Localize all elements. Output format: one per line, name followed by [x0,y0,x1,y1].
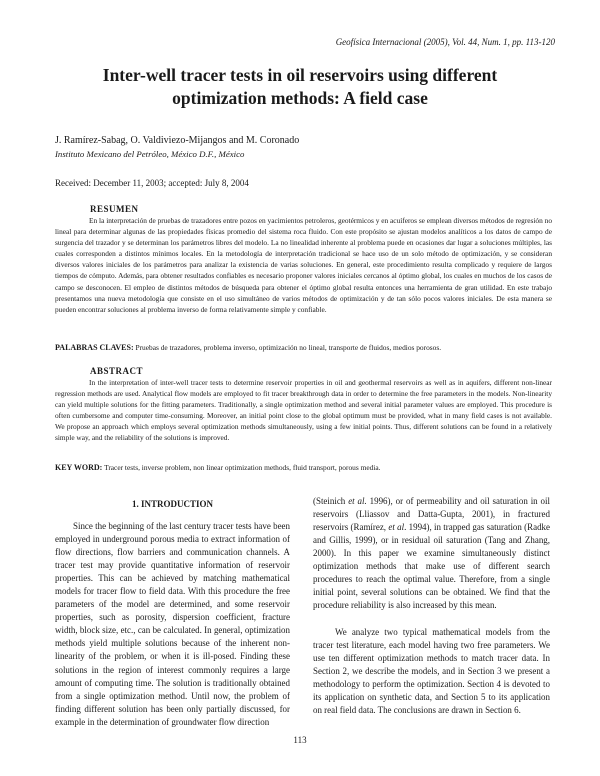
key-word-label: KEY WORD: [55,463,103,472]
intro-right-paragraph-2: We analyze two typical mathematical models from the tracer test literature, each model having two free parameters. We use ten different optimization methods to match tracer data. In Section 2, we describe the models, and in Section 3 we present a methodology to perform the optimization. Section 4 is devoted to its application on synthetic data, and Section 5 to its application on real field data. The conclusions are drawn in Section 6. [313,627,550,716]
palabras-claves [55,343,552,352]
resumen-text: En la interpretación de pruebas de trazadores entre pozos en yacimientos petroleros, geotérmicos y en acuíferos se emplean diversos métodos de regresión no lineal para determinar algunas de las propiedades físicas promedio del sistema roca fluido. Con este propósito se ajustan modelos analíticos a los datos de campo de surgencia del trazador y se determinan los parámetros libres del modelo. La no linealidad inherente al problema puede en ocasiones dar lugar a soluciones múltiples, las cuales corresponden a distintos mínimos locales. En la metodología de interpretación tradicional se hace uso de un solo método de optimización, y se consideran diversos valores iniciales de los parámetros para analizar la existencia de varias soluciones. En general, este procedimiento resulta complicado y requiere de largos tiempos de cómputo. Además, para obtener resultados confiables es necesario proponer valores iniciales cercanos al óptimo global, los cuales en muchos de los casos de campo se desconocen. El empleo de distintos métodos de búsqueda para obtener el óptimo global resulta entonces una herramienta de gran utilidad. En este trabajo presentamos una nueva metodología que consiste en el uso simultáneo de varios métodos de optimización y de tan sólo pocos valores iniciales. De esta manera se pueden encontrar soluciones al problema inverso de forma relativamente simple y confiable. [55,216,552,314]
introduction-heading: 1. INTRODUCTION [131,499,213,509]
journal-citation: Geofísica Internacional (2005), Vol. 44, Num. 1, pp. 113-120 [335,37,555,47]
intro-right-etal-2: et al [388,522,405,533]
title-line-2: optimization methods: A field case [172,88,428,108]
intro-right-etal: et al. [348,496,367,506]
title-line-1: Inter-well tracer tests in oil reservoirs using different [102,65,498,85]
palabras-claves-label: PALABRAS CLAVES: [55,343,134,352]
affiliation: Instituto Mexicano del Petróleo, México D.F., México [55,149,245,159]
key-word-text: Tracer tests, inverse problem, non linear optimization methods, fluid transport, porous media. [104,463,381,472]
page-number: 113 [293,735,307,745]
intro-left-paragraph: Since the beginning of the last century tracer tests have been employed in underground porous media to extract information of flow directions, flow barriers and communication channels. A tracer test may provide quantitative information of reservoir properties. This can be achieved by matching mathematical models for tracer flow to field data. With this procedure the free parameters of the model are determined, and some reservoir properties, such as porosity, dispersion coefficient, fracture width, block size, etc., can be calculated. In general, optimization methods yield multiple solutions because of the inherent non-linearity of the problem, or when it is ill-posed. Finding these solutions in the region of interest commonly requires a large amount of computing time. The solution is traditionally obtained from a single optimization method. Until now, the problem of finding different solution has been only partially discussed, for example in the determination of groundwater flow direction [55,521,290,727]
abstract-text: In the interpretation of inter-well tracer tests to determine reservoir properties in oil and geothermal reservoirs as well as in aquifers, different non-linear regression methods are used. Analytical flow models are employed to fit tracer breakthrough data in order to determine the free parameters in the models. Non-linearity can yield multiple solutions for the fitting parameters. Traditionally, a single optimization method and several initial parameter values are employed. This procedure is often cumbersome and computer time-consuming. Moreover, an initial point close to the global optimum must be provided, what in many field cases is not available. We propose an approach which employs several optimization methods simultaneously, using a few initial points. Thus, different solutions can be found in a relatively simple way, and the reliability of the solutions is improved. [55,378,552,443]
paper-title [60,64,540,110]
resumen-heading: RESUMEN [90,204,139,214]
intro-right-text-c: . 1994), in trapped gas saturation (Radke and Gillis, 1999), or in residual oil saturation (Tang and Zhang, 2000). In this paper we examine simultaneously distinct optimization methods that make use of different search procedures to reach the optimal value. Therefore, from a single initial point, several solutions can be obtained. We find that the procedure reliability is also increased by this mean. [313,522,550,611]
intro-right-text-a: (Steinich [313,496,349,506]
received-date: Received: December 11, 2003; accepted: July 8, 2004 [55,178,249,188]
author-list: J. Ramírez-Sabag, O. Valdiviezo-Mijangos and M. Coronado [55,135,300,146]
intro-right-text-b: 1996), or of permeability and oil saturation in oil reservoirs (Lliassov and Datta-Gupta, 2001), in fractured reservoirs (Ramírez, [313,496,550,533]
key-word [55,463,552,472]
abstract-heading: ABSTRACT [90,366,144,376]
palabras-claves-text: Pruebas de trazadores, problema inverso, optimización no lineal, transporte de fluidos, medios porosos. [135,343,442,352]
intro-right-paragraph-1 [313,495,550,612]
